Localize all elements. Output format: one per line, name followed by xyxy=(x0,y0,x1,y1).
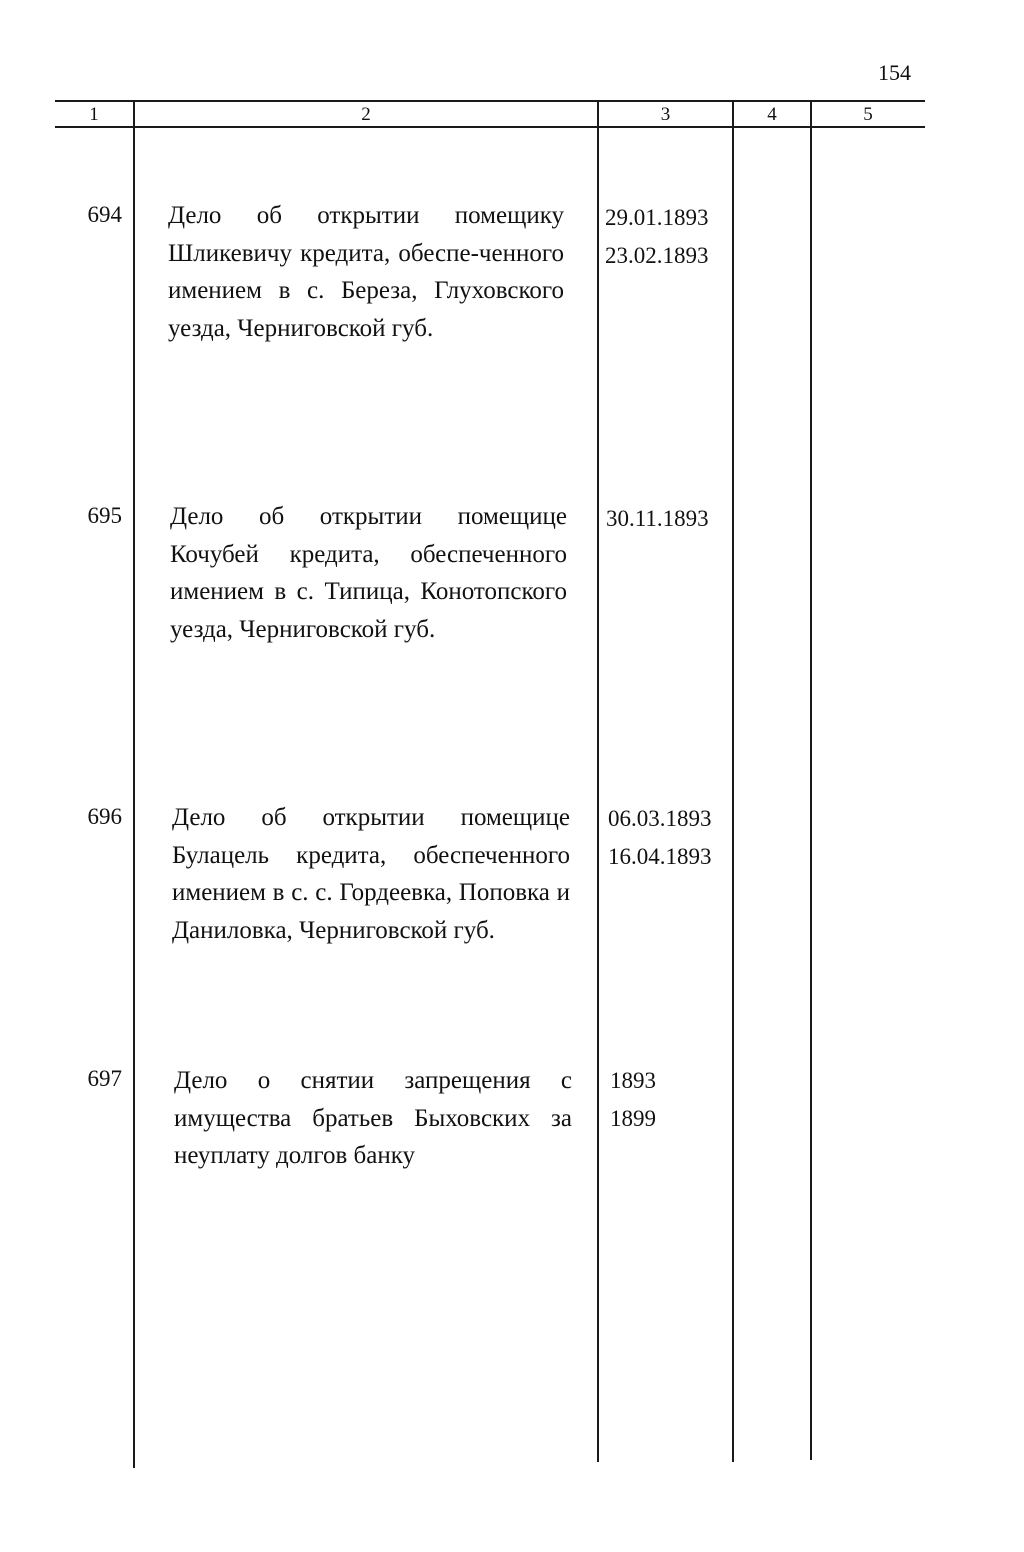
row-description: Дело об открытии помещице Булацель кредита, обеспеченного имением в с. с. Гордеевка, Поповка и Даниловка, Черниговской губ. xyxy=(172,804,570,944)
row-date: 06.03.1893 xyxy=(608,806,712,831)
row-number: 695 xyxy=(87,503,122,528)
column-header-3: 3 xyxy=(660,104,671,125)
row-date: 16.04.1893 xyxy=(608,844,712,869)
row-date: 29.01.1893 xyxy=(605,205,709,230)
column-header-2: 2 xyxy=(361,104,371,125)
column-header-1: 1 xyxy=(89,104,99,125)
row-dates xyxy=(606,500,709,538)
header-bottom-rule xyxy=(55,126,925,128)
column-divider-2 xyxy=(597,100,599,1462)
column-header-4: 4 xyxy=(767,104,777,125)
row-description: Дело об открытии помещице Кочубей кредита, обеспеченного имением в с. Типица, Конотопского уезда, Черниговской губ. xyxy=(170,503,567,643)
row-date: 23.02.1893 xyxy=(605,243,709,268)
row-date: 1893 xyxy=(610,1068,656,1093)
row-number: 696 xyxy=(87,804,122,829)
page-number: 154 xyxy=(878,60,911,85)
row-dates xyxy=(605,199,709,275)
row-dates xyxy=(610,1062,656,1138)
column-divider-3 xyxy=(732,100,734,1462)
row-number: 697 xyxy=(87,1066,122,1091)
row-number: 694 xyxy=(87,202,122,227)
row-date: 1899 xyxy=(610,1106,656,1131)
row-date: 30.11.1893 xyxy=(606,506,709,531)
row-dates xyxy=(608,800,712,876)
column-header-5: 5 xyxy=(863,104,873,125)
row-description: Дело о снятии запрещения с имущества братьев Быховских за неуплату долгов банку xyxy=(174,1067,572,1169)
row-description: Дело об открытии помещику Шликевичу кредита, обеспе-ченного имением в с. Береза, Глуховского уезда, Черниговской губ. xyxy=(168,202,564,342)
column-divider-1 xyxy=(133,100,135,1468)
header-top-rule xyxy=(55,100,925,102)
column-divider-4 xyxy=(810,100,812,1460)
